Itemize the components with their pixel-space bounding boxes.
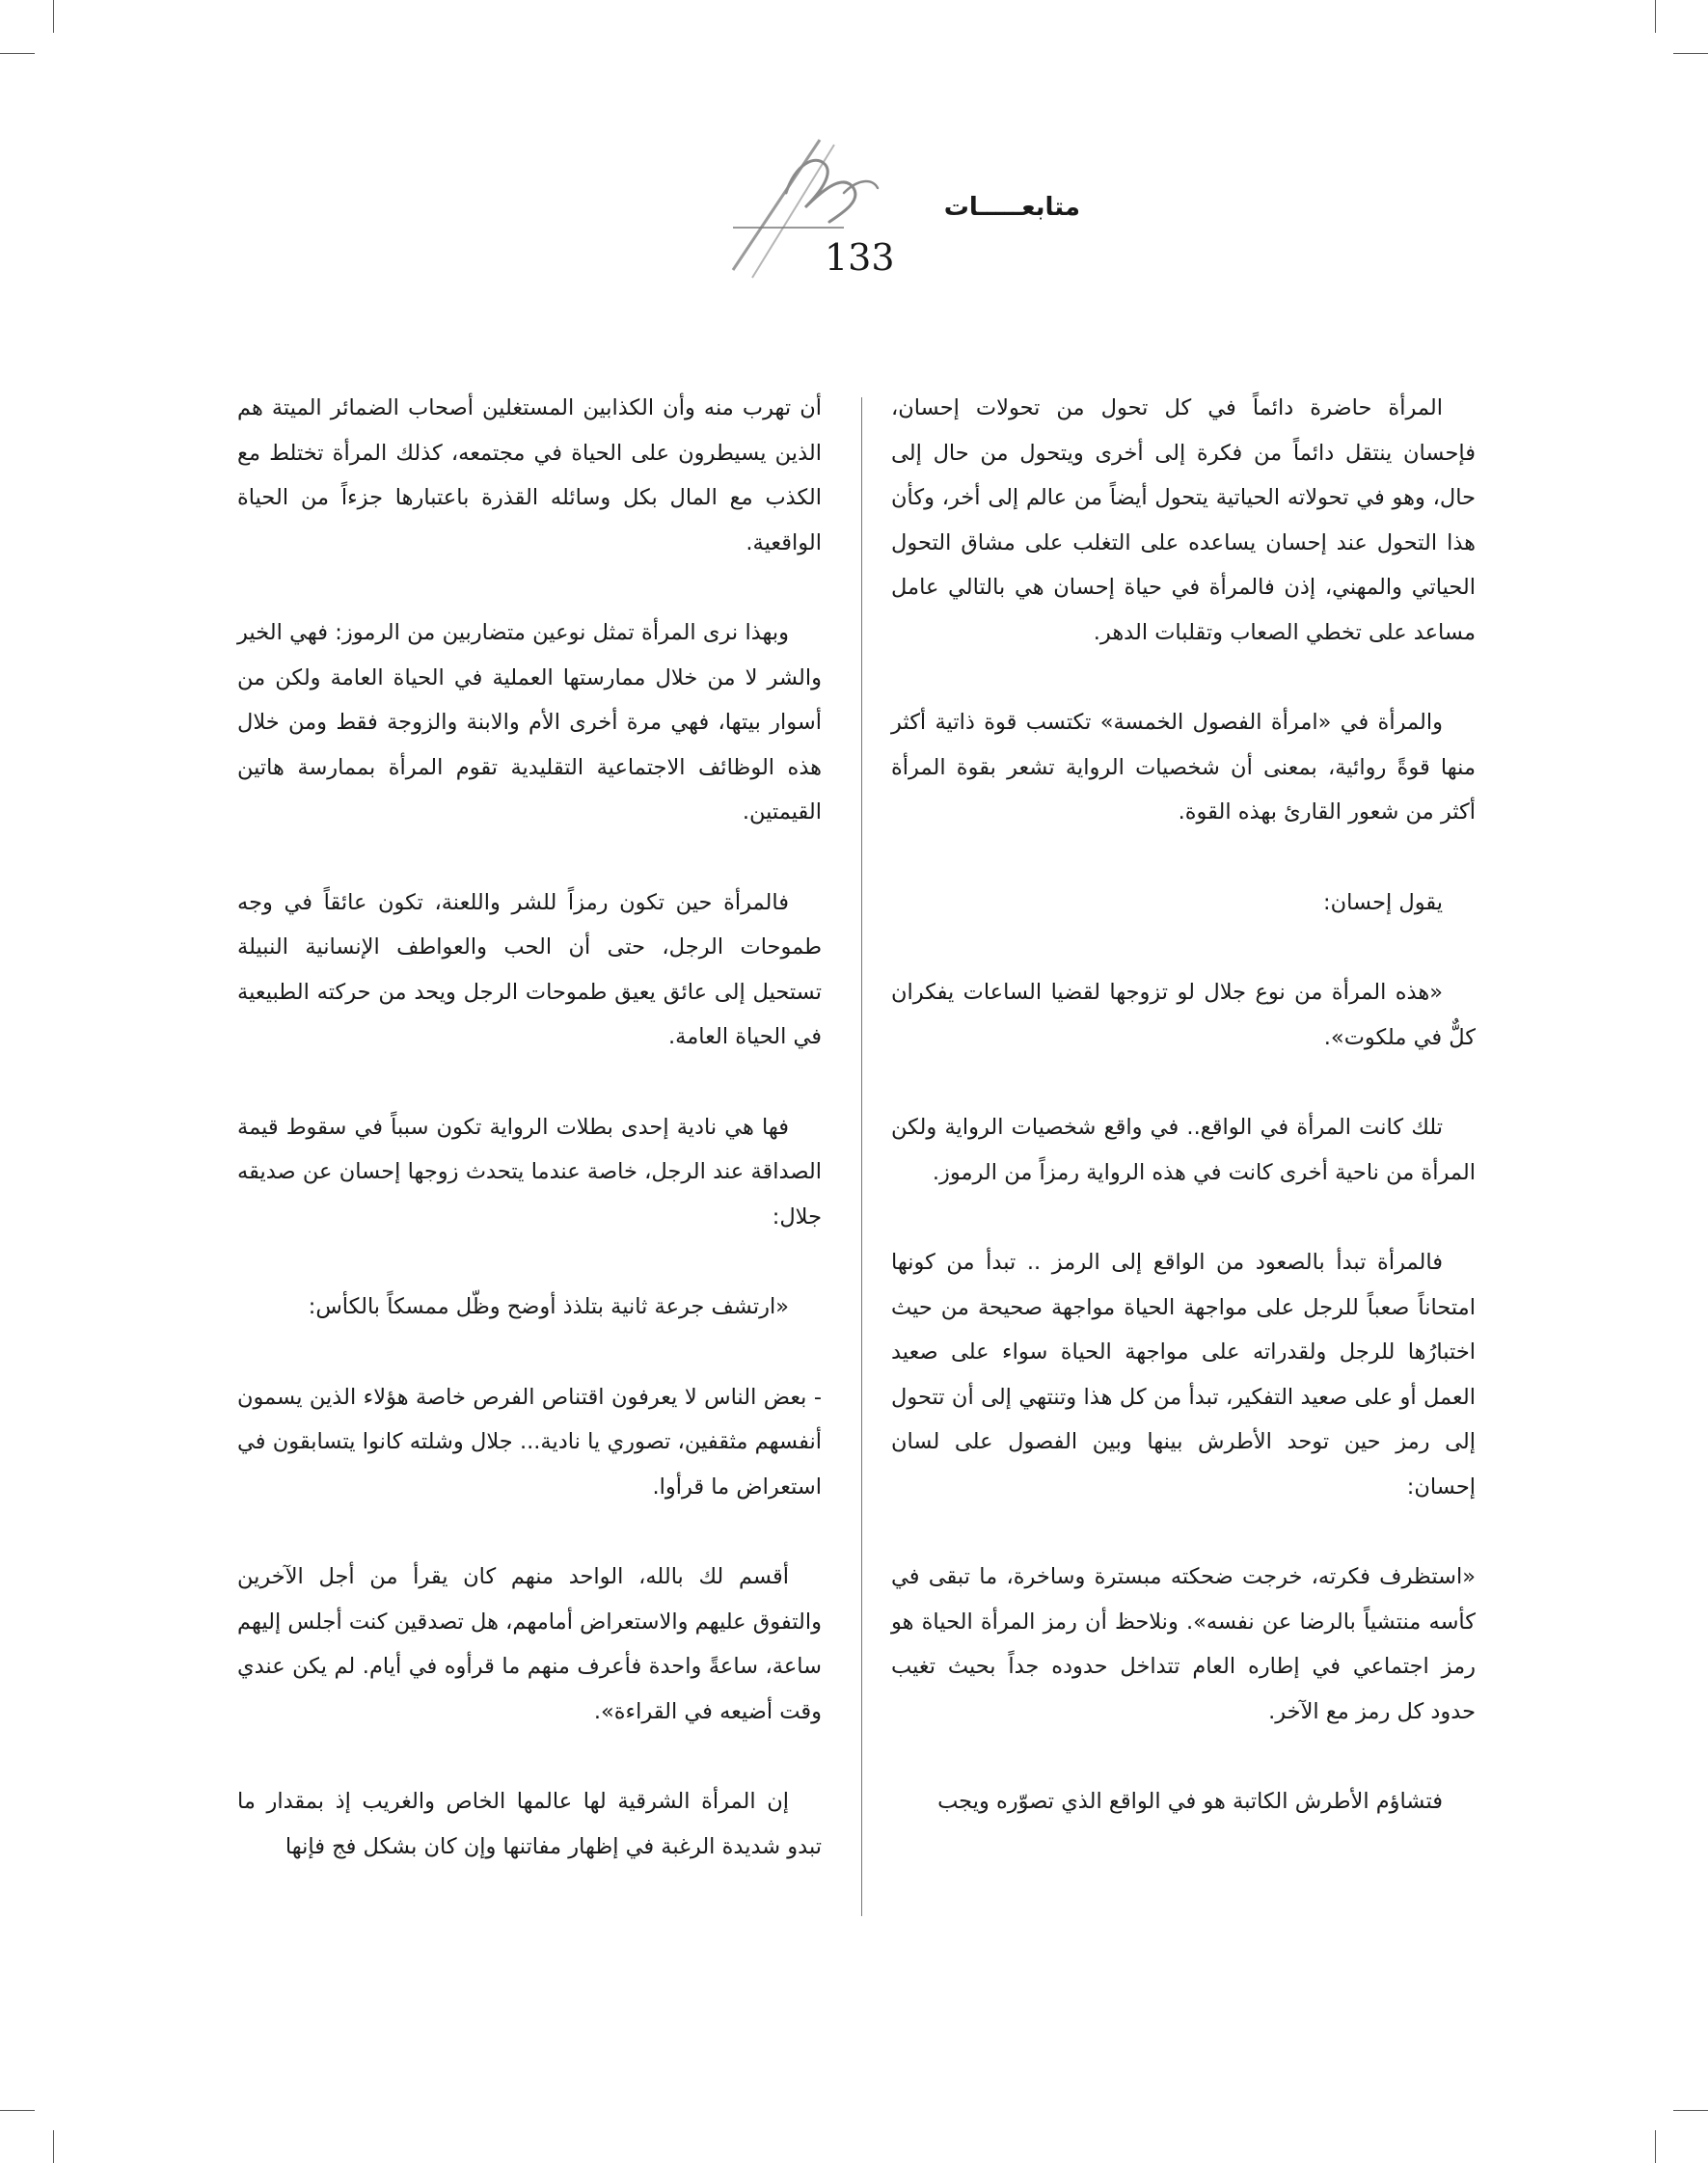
paragraph: يقول إحسان: (1323, 889, 1443, 915)
paragraph: المرأة حاضرة دائماً في كل تحول من تحولات إحسان، فإحسان ينتقل دائماً من فكرة إلى أخرى ويتحول من حال إلى حال، وهو في تحولاته الحياتية يتحول أيضاً من عالم إلى أخر، وكأن هذا التحول عند إحسان يساعده على التغلب على مشاق التحول الحياتي والمهني، إذن فالمرأة في حياة إحسان هي بالتالي عامل مساعد على تخطي الصعاب وتقلبات الدهر. (891, 395, 1476, 645)
right-column (891, 386, 1476, 1825)
paragraph: فالمرأة حين تكون رمزاً للشر واللعنة، تكون عائقاً في وجه طموحات الرجل، حتى أن الحب والعواطف الإنسانية النبيلة تستحيل إلى عائق يعيق طموحات الرجل ويحد من حركته الطبيعية في الحياة العامة. (237, 889, 822, 1049)
paragraph: وبهذا نرى المرأة تمثل نوعين متضاربين من الرموز: فهي الخير والشر لا من خلال ممارستها العملية في الحياة العامة ولكن من أسوار بيتها، فهي مرة أخرى الأم والابنة والزوجة فقط ومن خلال هذه الوظائف الاجتماعية التقليدية تقوم المرأة بممارسة هاتين القيمتين. (237, 620, 822, 825)
crop-mark-bottom-left (53, 2130, 54, 2163)
quote-paragraph: «استظرف فكرته، خرجت ضحكته مبسترة وساخرة، ما تبقى في كأسه منتشياً بالرضا عن نفسه». ونلاحظ أن رمز المرأة الحياة هو رمز اجتماعي في إطاره العام تتداخل حدوده جداً بحيث تغيب حدود كل رمز مع الآخر. (891, 1564, 1476, 1724)
column-divider (861, 397, 862, 1916)
paragraph: فتشاؤم الأطرش الكاتبة هو في الواقع الذي تصوّره ويجب (937, 1789, 1443, 1814)
paragraph: إن المرأة الشرقية لها عالمها الخاص والغريب إذ بمقدار ما تبدو شديدة الرغبة في إظهار مفاتنها وإن كان بشكل فج فإنها (237, 1789, 822, 1859)
page-number: 133 (825, 236, 895, 279)
quote-paragraph: «ارتشف جرعة ثانية بتلذذ أوضح وظّل ممسكاً بالكأس: (308, 1294, 789, 1319)
paragraph: والمرأة في «امرأة الفصول الخمسة» تكتسب قوة ذاتية أكثر منها قوةً روائية، بمعنى أن شخصيات الرواية تشعر بقوة المرأة أكثر من شعور القارئ بهذه القوة. (891, 710, 1476, 825)
crop-mark-top-left-h (0, 53, 35, 54)
paragraph: أن تهرب منه وأن الكذابين المستغلين أصحاب الضمائر الميتة هم الذين يسيطرون على الحياة في مجتمعه، كذلك المرأة تختلط مع الكذب مع المال بكل وسائله القذرة باعتبارها جزءاً من الحياة الواقعية. (237, 395, 822, 555)
crop-mark-top-right (1655, 0, 1656, 33)
crop-mark-bottom-right-h (1673, 2110, 1708, 2111)
crop-mark-top-left (53, 0, 54, 33)
section-label: متابعـــــات (943, 193, 1080, 222)
paragraph: فها هي نادية إحدى بطلات الرواية تكون سبباً في سقوط قيمة الصداقة عند الرجل، خاصة عندما يتحدث زوجها إحسان عن صديقه جلال: (237, 1114, 822, 1230)
left-column (237, 386, 822, 1869)
quote-paragraph: - بعض الناس لا يعرفون اقتناص الفرص خاصة هؤلاء الذين يسمون أنفسهم مثقفين، تصوري يا نادية... جلال وشلته كانوا يتسابقون في استعراض ما قرأوا. (237, 1384, 822, 1500)
quote-paragraph: أقسم لك بالله، الواحد منهم كان يقرأ من أجل الآخرين والتفوق عليهم والاستعراض أمامهم، هل تصدقين كنت أجلس إليهم ساعة، ساعةً واحدة فأعرف منهم ما قرأوه في أيام. لم يكن عندي وقت أضيعه في القراءة». (237, 1564, 822, 1724)
crop-mark-bottom-left-h (0, 2110, 35, 2111)
paragraph: تلك كانت المرأة في الواقع.. في واقع شخصيات الرواية ولكن المرأة من ناحية أخرى كانت في هذه الرواية رمزاً من الرموز. (891, 1115, 1476, 1185)
crop-mark-top-right-h (1673, 53, 1708, 54)
quote-paragraph: «هذه المرأة من نوع جلال لو تزوجها لقضيا الساعات يفكران كلٌّ في ملكوت». (891, 980, 1476, 1050)
page-header (675, 135, 1080, 289)
paragraph: فالمرأة تبدأ بالصعود من الواقع إلى الرمز .. تبدأ من كونها امتحاناً صعباً للرجل على مواجهة الحياة مواجهة صحيحة من حيث اختبارُها للرجل ولقدراته على مواجهة الحياة سواء على صعيد العمل أو على صعيد التفكير، تبدأ من كل هذا وتنتهي إلى أن تتحول إلى رمز حين توحد الأطرش بينها وبين الفصول على لسان إحسان: (891, 1250, 1476, 1500)
crop-mark-bottom-right (1655, 2130, 1656, 2163)
